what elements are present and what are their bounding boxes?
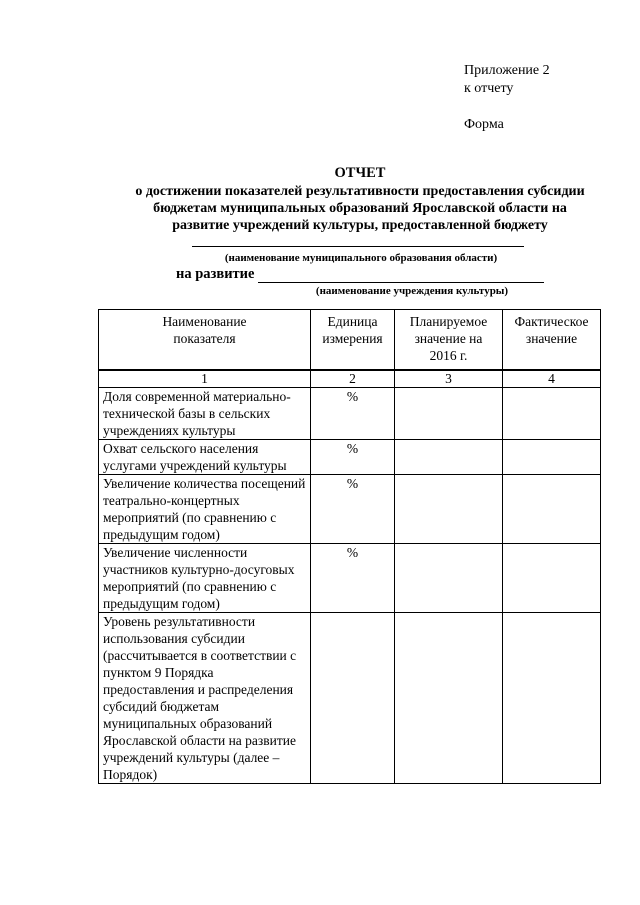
indicator-name: Доля современной материально-технической базы в сельских учреждениях культуры	[99, 388, 311, 440]
report-title-block	[100, 165, 620, 234]
indicator-unit: %	[311, 544, 395, 613]
header-actual: Фактическое значение	[503, 310, 601, 371]
planned-value-cell[interactable]	[395, 613, 503, 784]
indicator-unit: %	[311, 388, 395, 440]
indicators-table	[98, 309, 601, 784]
institution-caption: (наименование учреждения культуры)	[315, 285, 509, 297]
table-row	[99, 544, 601, 613]
header-indicator-name: Наименование показателя	[99, 310, 311, 371]
form-label: Форма	[464, 117, 504, 132]
table-header-row	[99, 310, 601, 371]
actual-value-cell[interactable]	[503, 388, 601, 440]
report-title: ОТЧЕТ	[334, 165, 386, 181]
indicator-unit	[311, 613, 395, 784]
column-number-row	[99, 370, 601, 388]
actual-value-cell[interactable]	[503, 613, 601, 784]
appendix-header	[464, 62, 550, 134]
column-number: 2	[311, 370, 395, 388]
table-row	[99, 388, 601, 440]
table-row	[99, 475, 601, 544]
report-subtitle-line-1: о достижении показателей результативности предоставления субсидии	[135, 184, 585, 199]
appendix-line-2: к отчету	[464, 81, 514, 96]
header-unit: Единица измерения	[311, 310, 395, 371]
report-subtitle-line-3: развитие учреждений культуры, предоставленной бюджету	[172, 218, 548, 233]
indicator-unit: %	[311, 475, 395, 544]
header-planned: Планируемое значение на 2016 г.	[395, 310, 503, 371]
planned-value-cell[interactable]	[395, 388, 503, 440]
column-number: 4	[503, 370, 601, 388]
indicator-name: Увеличение численности участников культурно-досуговых мероприятий (по сравнению с предыдущим годом)	[99, 544, 311, 613]
report-subtitle-line-2: бюджетам муниципальных образований Ярославской области на	[153, 201, 567, 216]
table-row	[99, 440, 601, 475]
municipality-caption: (наименование муниципального образования области)	[224, 252, 498, 264]
planned-value-cell[interactable]	[395, 440, 503, 475]
institution-fill-line[interactable]	[258, 282, 544, 283]
indicator-name: Увеличение количества посещений театрально-концертных мероприятий (по сравнению с предыдущим годом)	[99, 475, 311, 544]
actual-value-cell[interactable]	[503, 475, 601, 544]
appendix-line-1: Приложение 2	[464, 63, 550, 78]
planned-value-cell[interactable]	[395, 475, 503, 544]
table-row	[99, 613, 601, 784]
actual-value-cell[interactable]	[503, 440, 601, 475]
municipality-fill-line[interactable]	[192, 246, 524, 247]
na-razvitie-label: на развитие	[176, 266, 255, 282]
indicator-unit: %	[311, 440, 395, 475]
column-number: 1	[99, 370, 311, 388]
actual-value-cell[interactable]	[503, 544, 601, 613]
indicator-name: Охват сельского населения услугами учреждений культуры	[99, 440, 311, 475]
planned-value-cell[interactable]	[395, 544, 503, 613]
indicator-name: Уровень результативности использования субсидии (рассчитывается в соответствии с пунктом 9 Порядка предоставления и распределения субсидий бюджетам муниципальных образований Ярославской области на развитие учреждений культуры (далее – Порядок)	[99, 613, 311, 784]
column-number: 3	[395, 370, 503, 388]
